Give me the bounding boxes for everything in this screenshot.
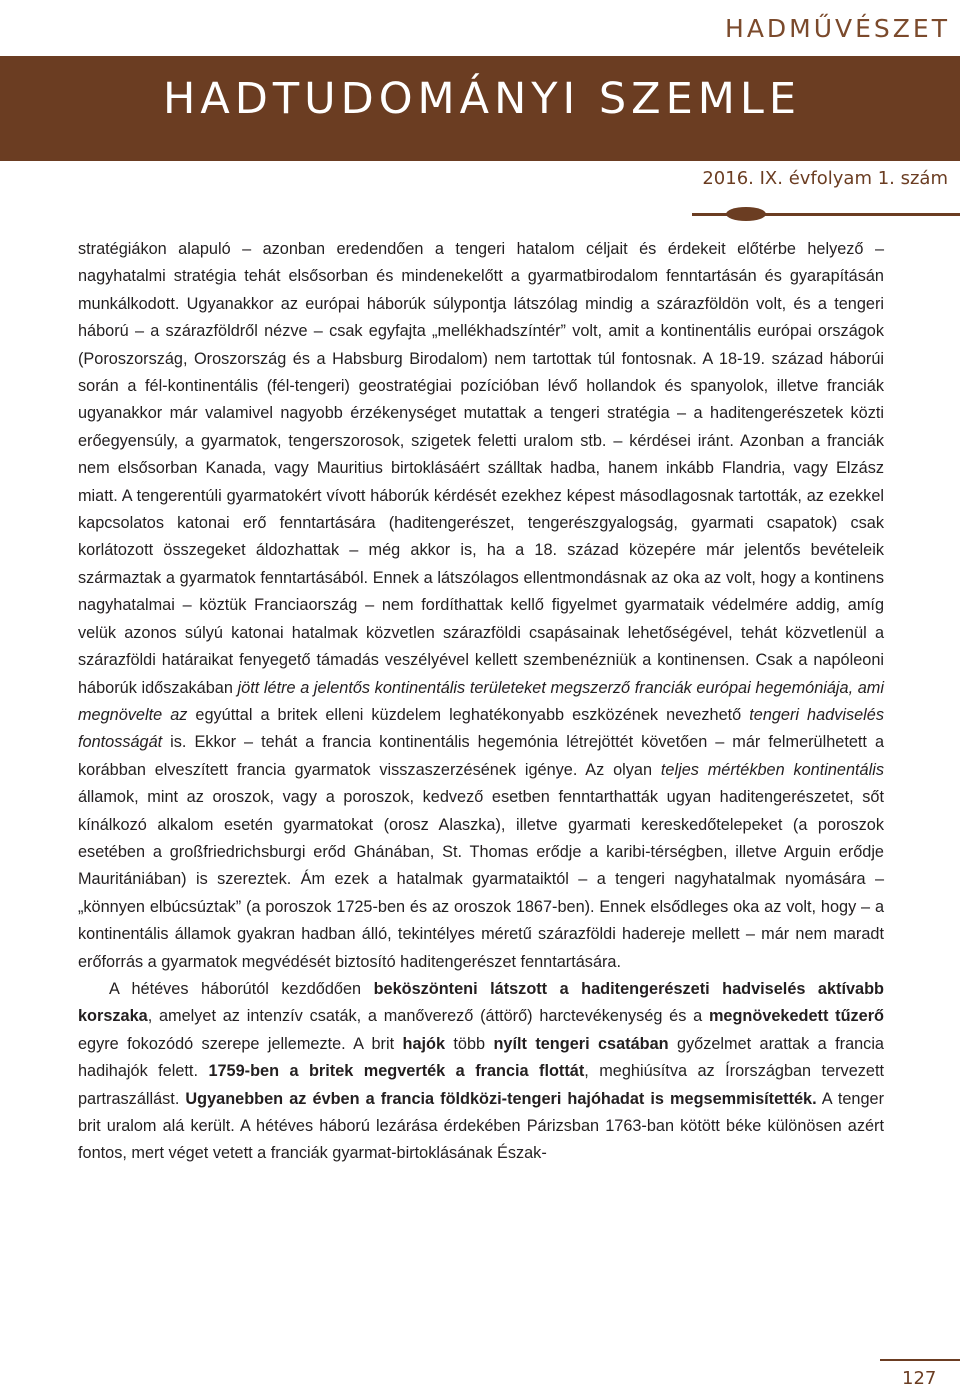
body-paragraph xyxy=(78,976,884,1168)
bold-run: Ugyanebben az évben a francia földközi-tengeri hajóhadat is megsemmisítették. xyxy=(185,1089,817,1108)
journal-title: HADTUDOMÁNYI SZEMLE xyxy=(163,74,802,124)
section-label: HADMŰVÉSZET xyxy=(725,14,950,43)
text-run: államok, mint az oroszok, vagy a poroszok, kedvező esetben fenntarthatták ugyan haditengerészetet, sőt kínálkozó alkalom esetén gyarmatokat (orosz Alaszka), illetve gyarmati kereskedőtelepeket (a poroszok esetében a großfriedrichsburgi erőd Ghánában, St. Thomas erődje a karibi-térségben, illetve Arguin erődje Mauritániában) is szereztek. Ám ezek a hatalmak gyarmataiktól – a tengeri nagyhatalmak nyomására – „könnyen elbúcsúztak” (a poroszok 1725-ben és az oroszok 1867-ben). Ennek elsődleges oka az volt, hogy – a kontinentális államok gyakran hadban álló, tekintélyes méretű szárazföldi hadereje mellett – már nem maradt erőforrás a gyarmatok megvédését biztosító haditengerészet fenntartására. xyxy=(78,788,884,971)
text-run: , meghiúsítva az Írországban tervezett partraszállást. xyxy=(78,1062,884,1108)
bold-run: hajók xyxy=(402,1034,446,1053)
text-run: stratégiákon alapuló – azonban eredendően a tengeri hatalom céljait és érdekeit előtérbe helyező – nagyhatalmi stratégia tehát elsősorban és mindenekelőtt a gyarmatbirodalom fenntartásán és gyarapításán munkálkodott. Ugyanakkor az európai háborúk súlypontja látszólag mindig a szárazföldön volt, és a tengeri háború – a szárazföldről nézve – csak egyfajta „mellékhadszíntér” volt, amit a kontinentális európai országok (Poroszország, Oroszország és a Habsburg Birodalom) nem tartottak túl fontosnak. A 18-19. század háborúi során a fél-kontinentális (fél-tengeri) geostratégiai pozícióban lévő hollandok és spanyolok, illetve franciák ugyanakkor már valamivel nagyobb érzékenységet mutattak a tengeri stratégia – a haditengerészetek közti erőegyensúly, a gyarmatok, tengerszorosok, szigetek feletti uralom stb. – kérdései iránt. Azonban a franciák nem elsősorban Kanada, vagy Mauritius birtoklásáért szálltak hadba, hanem inkább Flandria, vagy Elzász miatt. A tengerentúli gyarmatokért vívott háborúk kérdését ezekhez képest másodlagosnak tartották, az ezekkel kapcsolatos katonai erő fenntartására (haditengerészet, tengerészgyalogság, gyarmati csapatok) csak korlátozott összegeket áldozhattak – még akkor is, ha a 18. század közepére már jelentős bevételeik származtak a gyarmatok fenntartásából. Ennek a látszólagos ellentmondásnak az oka az volt, hogy a kontinens nagyhatalmai – köztük Franciaország – nem fordíthattak kellő figyelmet gyarmataik védelmére addig, amíg velük azonos súlyú katonai hatalmak közvetlen szárazföldi csapásainak lehetőségével, tehát közvetlenül a szárazföldi határaikat fenyegető támadás veszélyével kellett szembenézniük a kontinensen. Csak a napóleoni háborúk időszakában xyxy=(78,240,884,697)
italic-run: jött létre a jelentős kontinentális területeket megszerző franciák európai hegemóniája, ami megnövelte az xyxy=(78,678,884,724)
text-run: A tenger brit uralom alá került. A hétéves háború lezárása érdekében Párizsban 1763-ban kötött béke különösen azért fontos, mert véget vetett a franciák gyarmat-birtoklásának Észak- xyxy=(78,1089,885,1163)
italic-run: teljes mértékben kontinentális xyxy=(660,760,884,779)
header-rule-ornament xyxy=(726,207,766,221)
text-run: több xyxy=(445,1034,494,1053)
bold-run: 1759-ben a britek megverték a francia flottát xyxy=(208,1062,585,1081)
article-body xyxy=(78,236,884,1168)
body-paragraph xyxy=(78,236,884,976)
text-run: egyúttal a britek elleni küzdelem leghatékonyabb eszközének nevezhető xyxy=(187,705,750,724)
bold-run: nyílt tengeri csatában xyxy=(493,1034,669,1053)
issue-label: 2016. IX. évfolyam 1. szám xyxy=(702,168,948,189)
text-run: A hétéves háborútól kezdődően xyxy=(109,979,374,998)
text-run: , amelyet az intenzív csaták, a manőverező (áttörő) harctevékenység és a xyxy=(147,1007,709,1026)
italic-run: tengeri hadviselés fontosságát xyxy=(78,705,884,752)
footer-rule xyxy=(880,1359,960,1361)
page-number: 127 xyxy=(902,1368,937,1389)
text-run: is. Ekkor – tehát a francia kontinentális hegemónia létrejöttét követően – már felmerülhetett a korábban elveszített francia gyarmatok visszaszerzésének igénye. Az olyan xyxy=(78,733,884,779)
bold-run: megnövekedett tűzerő xyxy=(708,1007,884,1026)
text-run: győzelmet arattak a francia hadihajók felett. xyxy=(78,1034,884,1081)
text-run: egyre fokozódó szerepe jellemezte. A brit xyxy=(78,1034,403,1053)
bold-run: beköszönteni látszott a haditengerészeti hadviselés aktívabb korszaka xyxy=(78,979,884,1026)
